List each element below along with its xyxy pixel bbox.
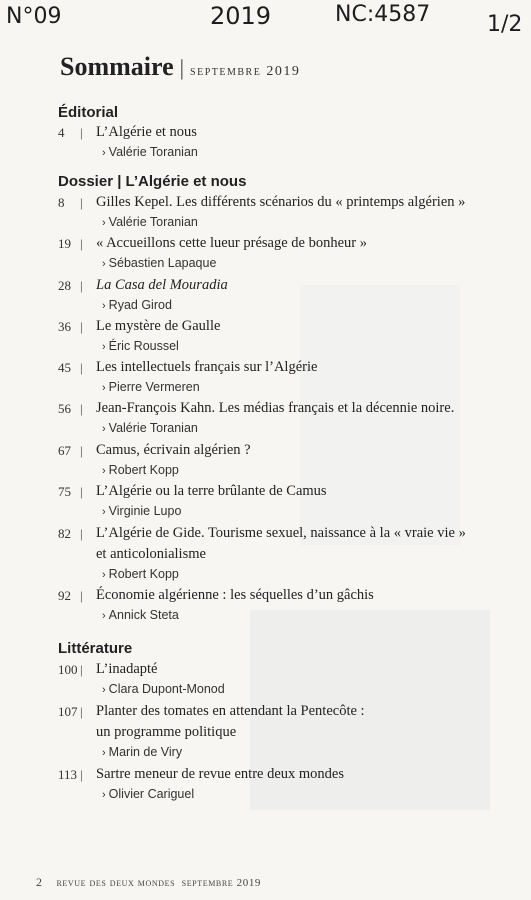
author-marker-icon: › (102, 569, 106, 581)
toc-entry[interactable] (58, 192, 498, 233)
handwritten-year: 2019 (210, 2, 272, 30)
toc-entry[interactable] (58, 440, 498, 481)
entry-title: Planter des tomates en attendant la Pentecôte : (96, 703, 365, 719)
entry-bar: | (80, 401, 83, 416)
entry-author: Virginie Lupo (108, 504, 182, 518)
toc-entry[interactable] (58, 523, 498, 585)
page-number: 36 (58, 319, 71, 334)
entry-bar: | (80, 195, 83, 210)
toc-entry[interactable] (58, 357, 498, 398)
toc-entry[interactable] (58, 316, 498, 357)
entry-title: « Accueillons cette lueur présage de bonheur » (96, 235, 367, 251)
entry-author: Valérie Toranian (108, 421, 198, 435)
entry-title: La Casa del Mouradia (96, 277, 228, 293)
page-number: 56 (58, 401, 71, 416)
toc-entry[interactable] (58, 122, 498, 163)
author-marker-icon: › (102, 789, 106, 801)
author-marker-icon: › (102, 147, 106, 159)
entry-title: Les intellectuels français sur l’Algérie (96, 359, 318, 375)
page-number: 28 (58, 278, 71, 293)
author-marker-icon: › (102, 465, 106, 477)
author-marker-icon: › (102, 423, 106, 435)
author-marker-icon: › (102, 684, 106, 696)
page-number: 45 (58, 360, 71, 375)
page-number: 82 (58, 526, 71, 541)
issue-date: septembre 2019 (190, 64, 301, 79)
toc-entry[interactable] (58, 481, 498, 522)
page-footer (36, 875, 261, 890)
entry-author: Olivier Cariguel (108, 787, 195, 801)
toc-entry[interactable] (58, 764, 498, 805)
handwritten-reference: NC:4587 (335, 2, 431, 27)
page-number: 19 (58, 236, 71, 251)
entry-author: Robert Kopp (108, 463, 179, 477)
entry-author: Valérie Toranian (108, 215, 198, 229)
entry-author: Clara Dupont-Monod (108, 682, 225, 696)
entry-title: Le mystère de Gaulle (96, 318, 221, 334)
entry-author: Annick Steta (108, 608, 179, 622)
entry-title: L’Algérie et nous (96, 124, 197, 140)
toc-entry[interactable] (58, 659, 498, 700)
entry-title-continued: un programme politique (96, 724, 237, 740)
section-heading-litterature: Littérature (58, 640, 133, 657)
entry-author: Marin de Viry (108, 745, 183, 759)
toc-entry[interactable] (58, 398, 498, 439)
entry-title-continued: et anticolonialisme (96, 546, 206, 562)
entry-title: Sartre meneur de revue entre deux mondes (96, 766, 345, 782)
title-separator: | (179, 55, 185, 80)
section-heading-editorial: Éditorial (58, 104, 119, 121)
author-marker-icon: › (102, 747, 106, 759)
author-marker-icon: › (102, 610, 106, 622)
entry-author: Éric Roussel (108, 339, 179, 353)
entry-title: L’inadapté (96, 661, 158, 677)
author-marker-icon: › (102, 506, 106, 518)
page-number: 113 (58, 767, 78, 782)
entry-author: Sébastien Lapaque (108, 256, 217, 270)
page-number: 100 (58, 662, 78, 677)
section-heading-dossier: Dossier | L’Algérie et nous (58, 173, 247, 190)
entry-title: Jean-François Kahn. Les médias français et la décennie noire. (96, 400, 455, 416)
footer-date: septembre 2019 (181, 877, 262, 889)
entry-title: Camus, écrivain algérien ? (96, 442, 251, 458)
page-number: 107 (58, 704, 78, 719)
entry-author: Ryad Girod (108, 298, 172, 312)
entry-bar: | (80, 767, 83, 782)
page-header (60, 52, 300, 82)
author-marker-icon: › (102, 217, 106, 229)
entry-author: Robert Kopp (108, 567, 179, 581)
entry-bar: | (80, 319, 83, 334)
entry-bar: | (80, 125, 83, 140)
handwritten-fraction: 1/2 (487, 12, 523, 37)
entry-bar: | (80, 360, 83, 375)
entry-title: L’Algérie de Gide. Tourisme sexuel, naissance à la « vraie vie » (96, 525, 466, 541)
author-marker-icon: › (102, 300, 106, 312)
entry-author: Valérie Toranian (108, 145, 198, 159)
toc-entry[interactable] (58, 701, 498, 763)
entry-bar: | (80, 484, 83, 499)
toc-entry[interactable] (58, 275, 498, 316)
entry-bar: | (80, 236, 83, 251)
author-marker-icon: › (102, 258, 106, 270)
entry-bar: | (80, 526, 83, 541)
footer-page-number: 2 (36, 875, 42, 889)
page-number: 67 (58, 443, 71, 458)
author-marker-icon: › (102, 382, 106, 394)
page-number: 92 (58, 588, 71, 603)
page-number: 75 (58, 484, 71, 499)
page-title: Sommaire (60, 52, 174, 81)
toc-entry[interactable] (58, 585, 498, 626)
entry-bar: | (80, 443, 83, 458)
entry-bar: | (80, 278, 83, 293)
entry-title: L’Algérie ou la terre brûlante de Camus (96, 483, 327, 499)
page-number: 4 (58, 125, 65, 140)
author-marker-icon: › (102, 341, 106, 353)
page-number: 8 (58, 195, 65, 210)
entry-bar: | (80, 704, 83, 719)
entry-author: Pierre Vermeren (108, 380, 200, 394)
entry-title: Économie algérienne : les séquelles d’un gâchis (96, 587, 374, 603)
footer-magazine: revue des deux mondes (56, 877, 176, 889)
entry-bar: | (80, 662, 83, 677)
toc-entry[interactable] (58, 233, 498, 274)
handwritten-number: N°09 (6, 4, 62, 29)
entry-bar: | (80, 588, 83, 603)
entry-title: Gilles Kepel. Les différents scénarios du « printemps algérien » (96, 194, 466, 210)
